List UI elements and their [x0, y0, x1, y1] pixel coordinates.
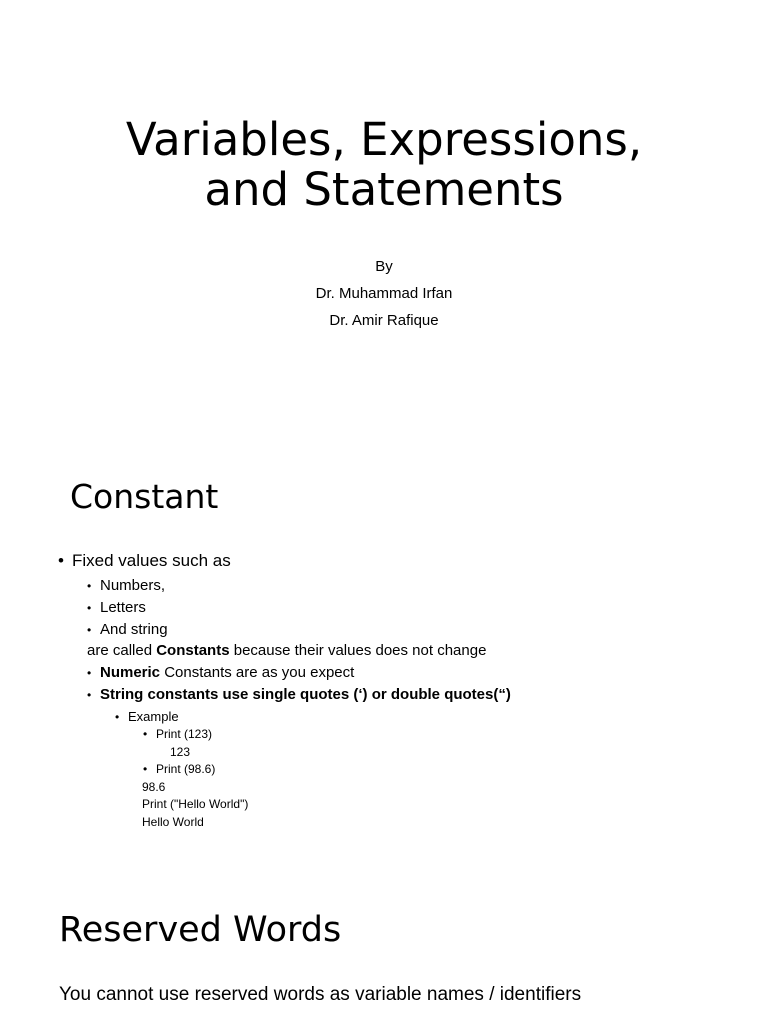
byline [0, 258, 768, 339]
constants-definition-suffix: because their values does not change [229, 642, 487, 659]
bullet-print-123: • Print (123) [156, 727, 212, 742]
bullet-print-98-6: • Print (98.6) [156, 762, 215, 777]
constants-definition-prefix: are called [87, 642, 157, 659]
bullet-example: • Example [128, 709, 179, 725]
output-98-6: 98.6 [142, 780, 166, 794]
slide-title [0, 115, 768, 215]
constants-definition [87, 642, 486, 660]
author-name-2: Dr. Amir Rafique [329, 312, 439, 329]
slide-title-line-2: and Statements [204, 163, 564, 216]
author-name-1: Dr. Muhammad Irfan [315, 285, 453, 302]
output-hello-world: Hello World [142, 815, 204, 829]
bullet-string-constants [100, 686, 511, 704]
string-constants-bold: String constants use single quotes (‘) or double quotes(“) [100, 686, 511, 703]
output-123: 123 [170, 745, 191, 759]
bullet-letters: • Letters [100, 599, 146, 617]
print-hello-world: Print ("Hello World") [142, 797, 249, 811]
bullet-and-string: • And string [100, 621, 168, 639]
numeric-bold: Numeric [100, 664, 161, 681]
reserved-words-text: You cannot use reserved words as variable names / identifiers [59, 984, 582, 1005]
section-heading-reserved-words: Reserved Words [59, 910, 342, 950]
bullet-numbers: • Numbers, [100, 577, 165, 595]
section-heading-constant: Constant [70, 477, 219, 516]
slide-title-line-1: Variables, Expressions, [125, 113, 643, 166]
byline-by: By [375, 258, 393, 275]
constants-definition-bold: Constants [156, 642, 230, 659]
numeric-suffix: Constants are as you expect [160, 664, 355, 681]
bullet-fixed-values: • Fixed values such as [72, 551, 231, 571]
bullet-numeric [100, 664, 354, 682]
